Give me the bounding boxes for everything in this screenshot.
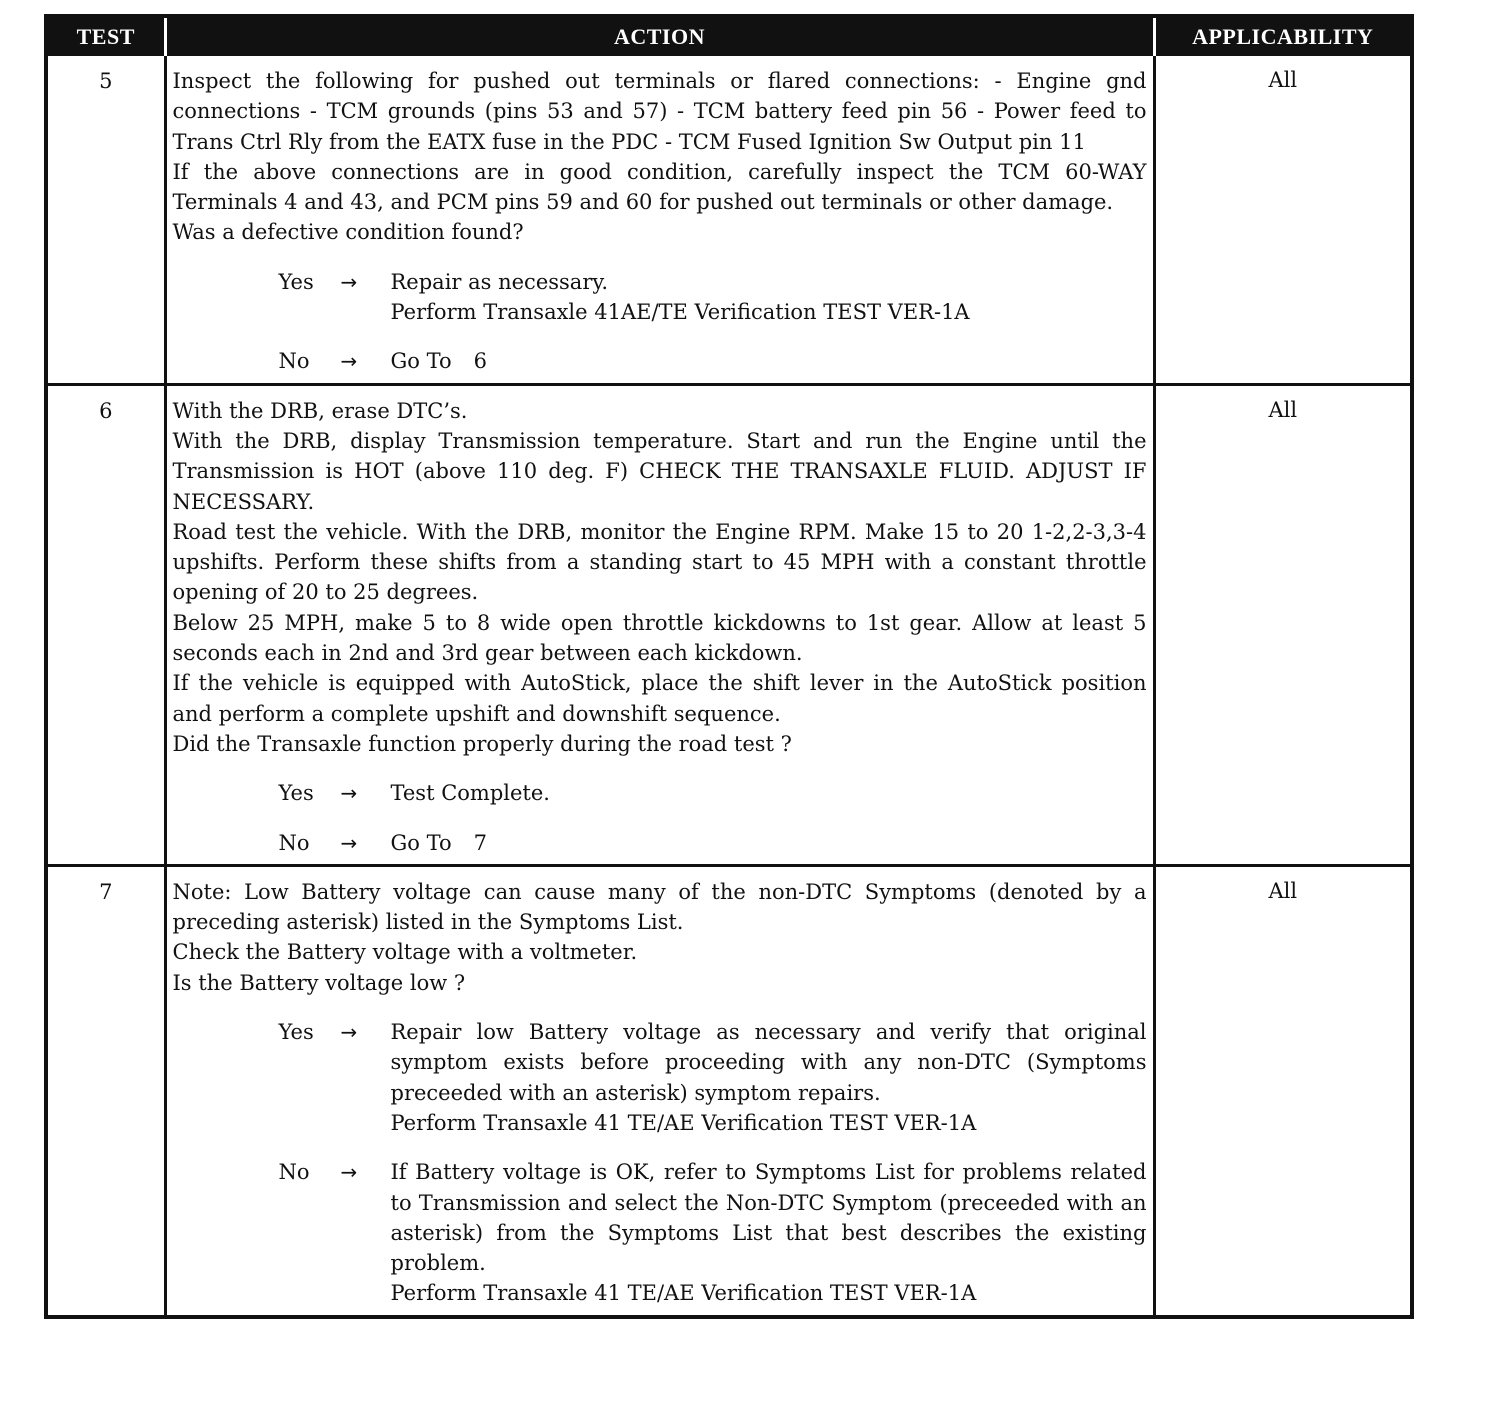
applicability-value: All — [1154, 56, 1412, 384]
table-row-test-5 — [46, 56, 1412, 384]
answer-yes-body — [391, 267, 1147, 328]
answer-yes-label: Yes — [278, 1020, 314, 1045]
answer-yes — [279, 778, 1147, 808]
action-paragraph: With the DRB, display Transmission temperature. Start and run the Engine until the Transmission is HOT (above 110 deg. F) CHECK THE TRANSAXLE FLUID. ADJUST IF NECESSARY. — [172, 428, 1147, 514]
action-paragraph: Note: Low Battery voltage can cause many of the non-DTC Symptoms (denoted by a preceding asterisk) listed in the Symptoms List. — [172, 879, 1147, 935]
header-test: TEST — [46, 16, 165, 56]
answer-no-label: No — [278, 1160, 310, 1185]
answer-line: Perform Transaxle 41 TE/AE Verification TEST VER-1A — [390, 1281, 977, 1306]
table-header-row — [46, 16, 1412, 56]
answer-no — [279, 346, 1147, 376]
arrow-right-icon: → — [340, 781, 358, 806]
answer-no-label: No — [278, 349, 310, 374]
answer-no-body — [391, 346, 1147, 376]
answer-yes-body — [391, 1017, 1147, 1138]
action-paragraph: Inspect the following for pushed out terminals or flared connections: - Engine gnd connections - TCM grounds (pins 53 and 57) - TCM battery feed pin 56 - Power feed to Trans Ctrl Rly from the EATX fuse in the PDC - TCM Fused Ignition Sw Output pin 11 — [172, 69, 1147, 154]
action-question: Did the Transaxle function properly during the road test ? — [172, 731, 792, 756]
answer-line: Perform Transaxle 41 TE/AE Verification TEST VER-1A — [390, 1110, 977, 1135]
action-question: Is the Battery voltage low ? — [172, 970, 466, 995]
header-action: ACTION — [165, 16, 1154, 56]
answer-line: Perform Transaxle 41AE/TE Verification TEST VER-1A — [390, 300, 970, 325]
answer-no-label: No — [278, 830, 310, 855]
arrow-right-icon: → — [340, 269, 358, 294]
action-paragraph: Below 25 MPH, make 5 to 8 wide open throttle kickdowns to 1st gear. Allow at least 5 seconds each in 2nd and 3rd gear between each kickdown. — [172, 610, 1147, 666]
arrow-right-icon: → — [340, 830, 358, 855]
answer-line: Test Complete. — [390, 781, 550, 806]
arrow-right-icon: → — [340, 1160, 358, 1185]
goto-number: 7 — [473, 830, 487, 855]
answer-no-body — [391, 828, 1147, 858]
answer-yes-label: Yes — [278, 781, 314, 806]
table-row-test-7 — [46, 865, 1412, 1316]
answer-yes-body — [391, 778, 1147, 808]
answer-no — [279, 1157, 1147, 1308]
answer-no — [279, 828, 1147, 858]
action-paragraph: If the above connections are in good condition, carefully inspect the TCM 60-WAY Terminals 4 and 43, and PCM pins 59 and 60 for pushed out terminals or other damage. — [172, 159, 1147, 215]
answer-yes — [279, 1017, 1147, 1138]
action-question: Was a defective condition found? — [172, 220, 524, 245]
applicability-value: All — [1268, 878, 1298, 903]
header-applicability: APPLICABILITY — [1154, 16, 1412, 56]
answer-yes — [279, 267, 1147, 328]
test-number: 6 — [46, 384, 165, 865]
goto-number: 6 — [473, 349, 487, 374]
answer-yes-label: Yes — [278, 269, 314, 294]
table-row-test-6 — [46, 384, 1412, 865]
goto-text: Go To — [390, 830, 452, 855]
action-paragraph: With the DRB, erase DTC’s. — [172, 398, 468, 423]
test-number: 7 — [46, 865, 165, 1316]
test-number: 5 — [46, 56, 165, 384]
applicability-value: All — [1154, 384, 1412, 865]
answer-line: If Battery voltage is OK, refer to Symptoms List for problems related to Transmission and select the Non-DTC Symptom (preceeded with an asterisk) from the Symptoms List that best describes the existing problem. — [390, 1160, 1147, 1276]
action-cell — [165, 56, 1154, 384]
action-paragraph: Road test the vehicle. With the DRB, monitor the Engine RPM. Make 15 to 20 1-2,2-3,3-4 upshifts. Perform these shifts from a standing start to 45 MPH with a constant throttle opening of 20 to 25 degrees. — [172, 519, 1147, 605]
arrow-right-icon: → — [340, 1020, 358, 1045]
arrow-right-icon: → — [340, 349, 358, 374]
action-paragraph: Check the Battery voltage with a voltmeter. — [172, 940, 638, 965]
answer-no-body — [391, 1157, 1147, 1308]
action-paragraph: If the vehicle is equipped with AutoStick, place the shift lever in the AutoStick position and perform a complete upshift and downshift sequence. — [172, 671, 1147, 726]
goto-text: Go To — [390, 349, 452, 374]
action-cell — [165, 384, 1154, 865]
action-cell — [165, 865, 1154, 1316]
answer-line: Repair low Battery voltage as necessary and verify that original symptom exists before proceeding with any non-DTC (Symptoms preceeded with an asterisk) symptom repairs. — [390, 1020, 1147, 1105]
answer-line: Repair as necessary. — [390, 269, 609, 294]
diagnostic-test-table — [44, 14, 1414, 1319]
